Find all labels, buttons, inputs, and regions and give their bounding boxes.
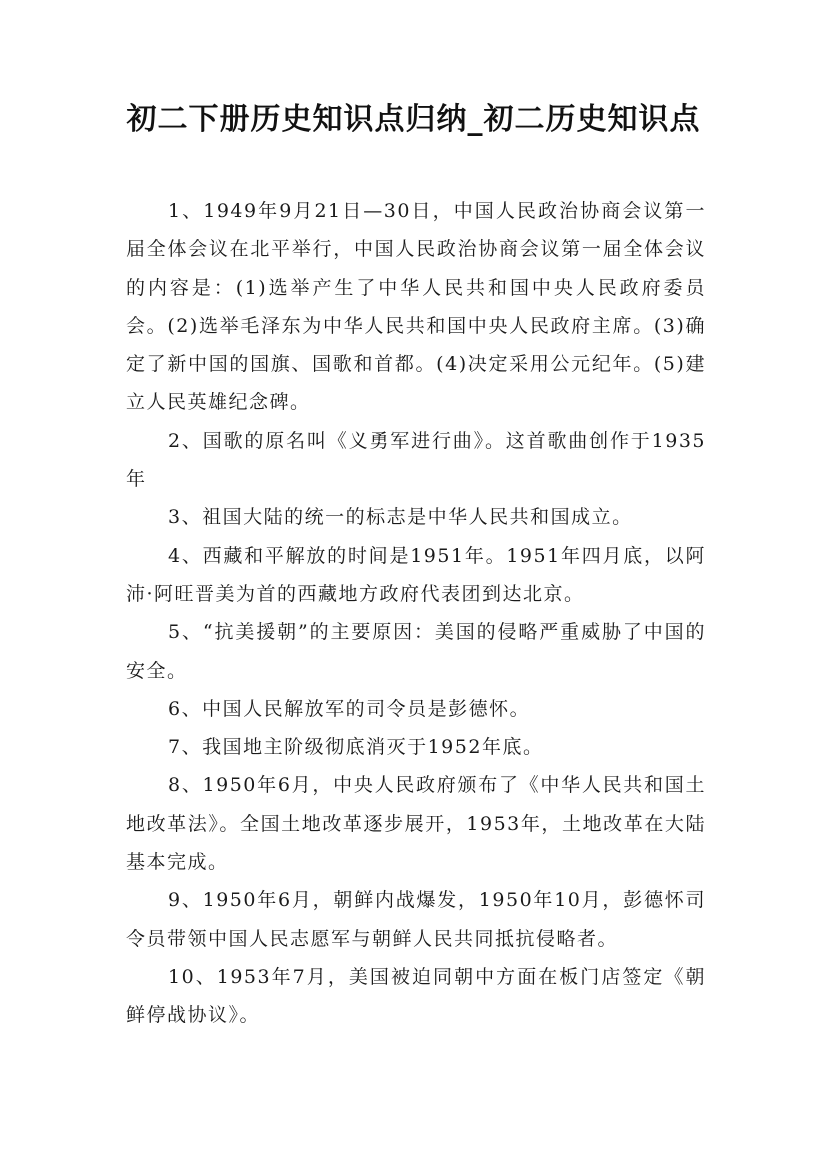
- paragraph-10: 10、1953年7月，美国被迫同朝中方面在板门店签定《朝鲜停战协议》。: [126, 965, 706, 1027]
- document-title: 初二下册历史知识点归纳_初二历史知识点: [126, 102, 701, 137]
- paragraph-5: 5、“抗美援朝”的主要原因：美国的侵略严重威胁了中国的安全。: [126, 621, 706, 682]
- paragraph-2: 2、国歌的原名叫《义勇军进行曲》。这首歌曲创作于1935年: [126, 429, 706, 491]
- paragraph-3: 3、祖国大陆的统一的标志是中华人民共和国成立。: [168, 506, 633, 529]
- paragraph-6: 6、中国人民解放军的司令员是彭德怀。: [168, 697, 531, 720]
- paragraph-1: 1、1949年9月21日—30日，中国人民政治协商会议第一届全体会议在北平举行，中国人民政治协商会议第一届全体会议的内容是：(1)选举产生了中华人民共和国中央人民政府委员会。(2)选举毛泽东为中华人民共和国中央人民政府主席。(3)确定了新中国的国旗、国歌和首都。(4)决定采用公元纪年。(5)建立人民英雄纪念碑。: [126, 200, 706, 414]
- paragraph-8: 8、1950年6月，中央人民政府颁布了《中华人民共和国土地改革法》。全国土地改革逐步展开，1953年，土地改革在大陆基本完成。: [126, 774, 706, 874]
- document-body: [126, 192, 706, 1035]
- paragraph-7: 7、我国地主阶级彻底消灭于1952年底。: [168, 736, 544, 759]
- paragraph-9: 9、1950年6月，朝鲜内战爆发，1950年10月，彭德怀司令员带领中国人民志愿军与朝鲜人民共同抵抗侵略者。: [126, 889, 706, 950]
- paragraph-4: 4、西藏和平解放的时间是1951年。1951年四月底，以阿沛·阿旺晋美为首的西藏地方政府代表团到达北京。: [126, 544, 706, 605]
